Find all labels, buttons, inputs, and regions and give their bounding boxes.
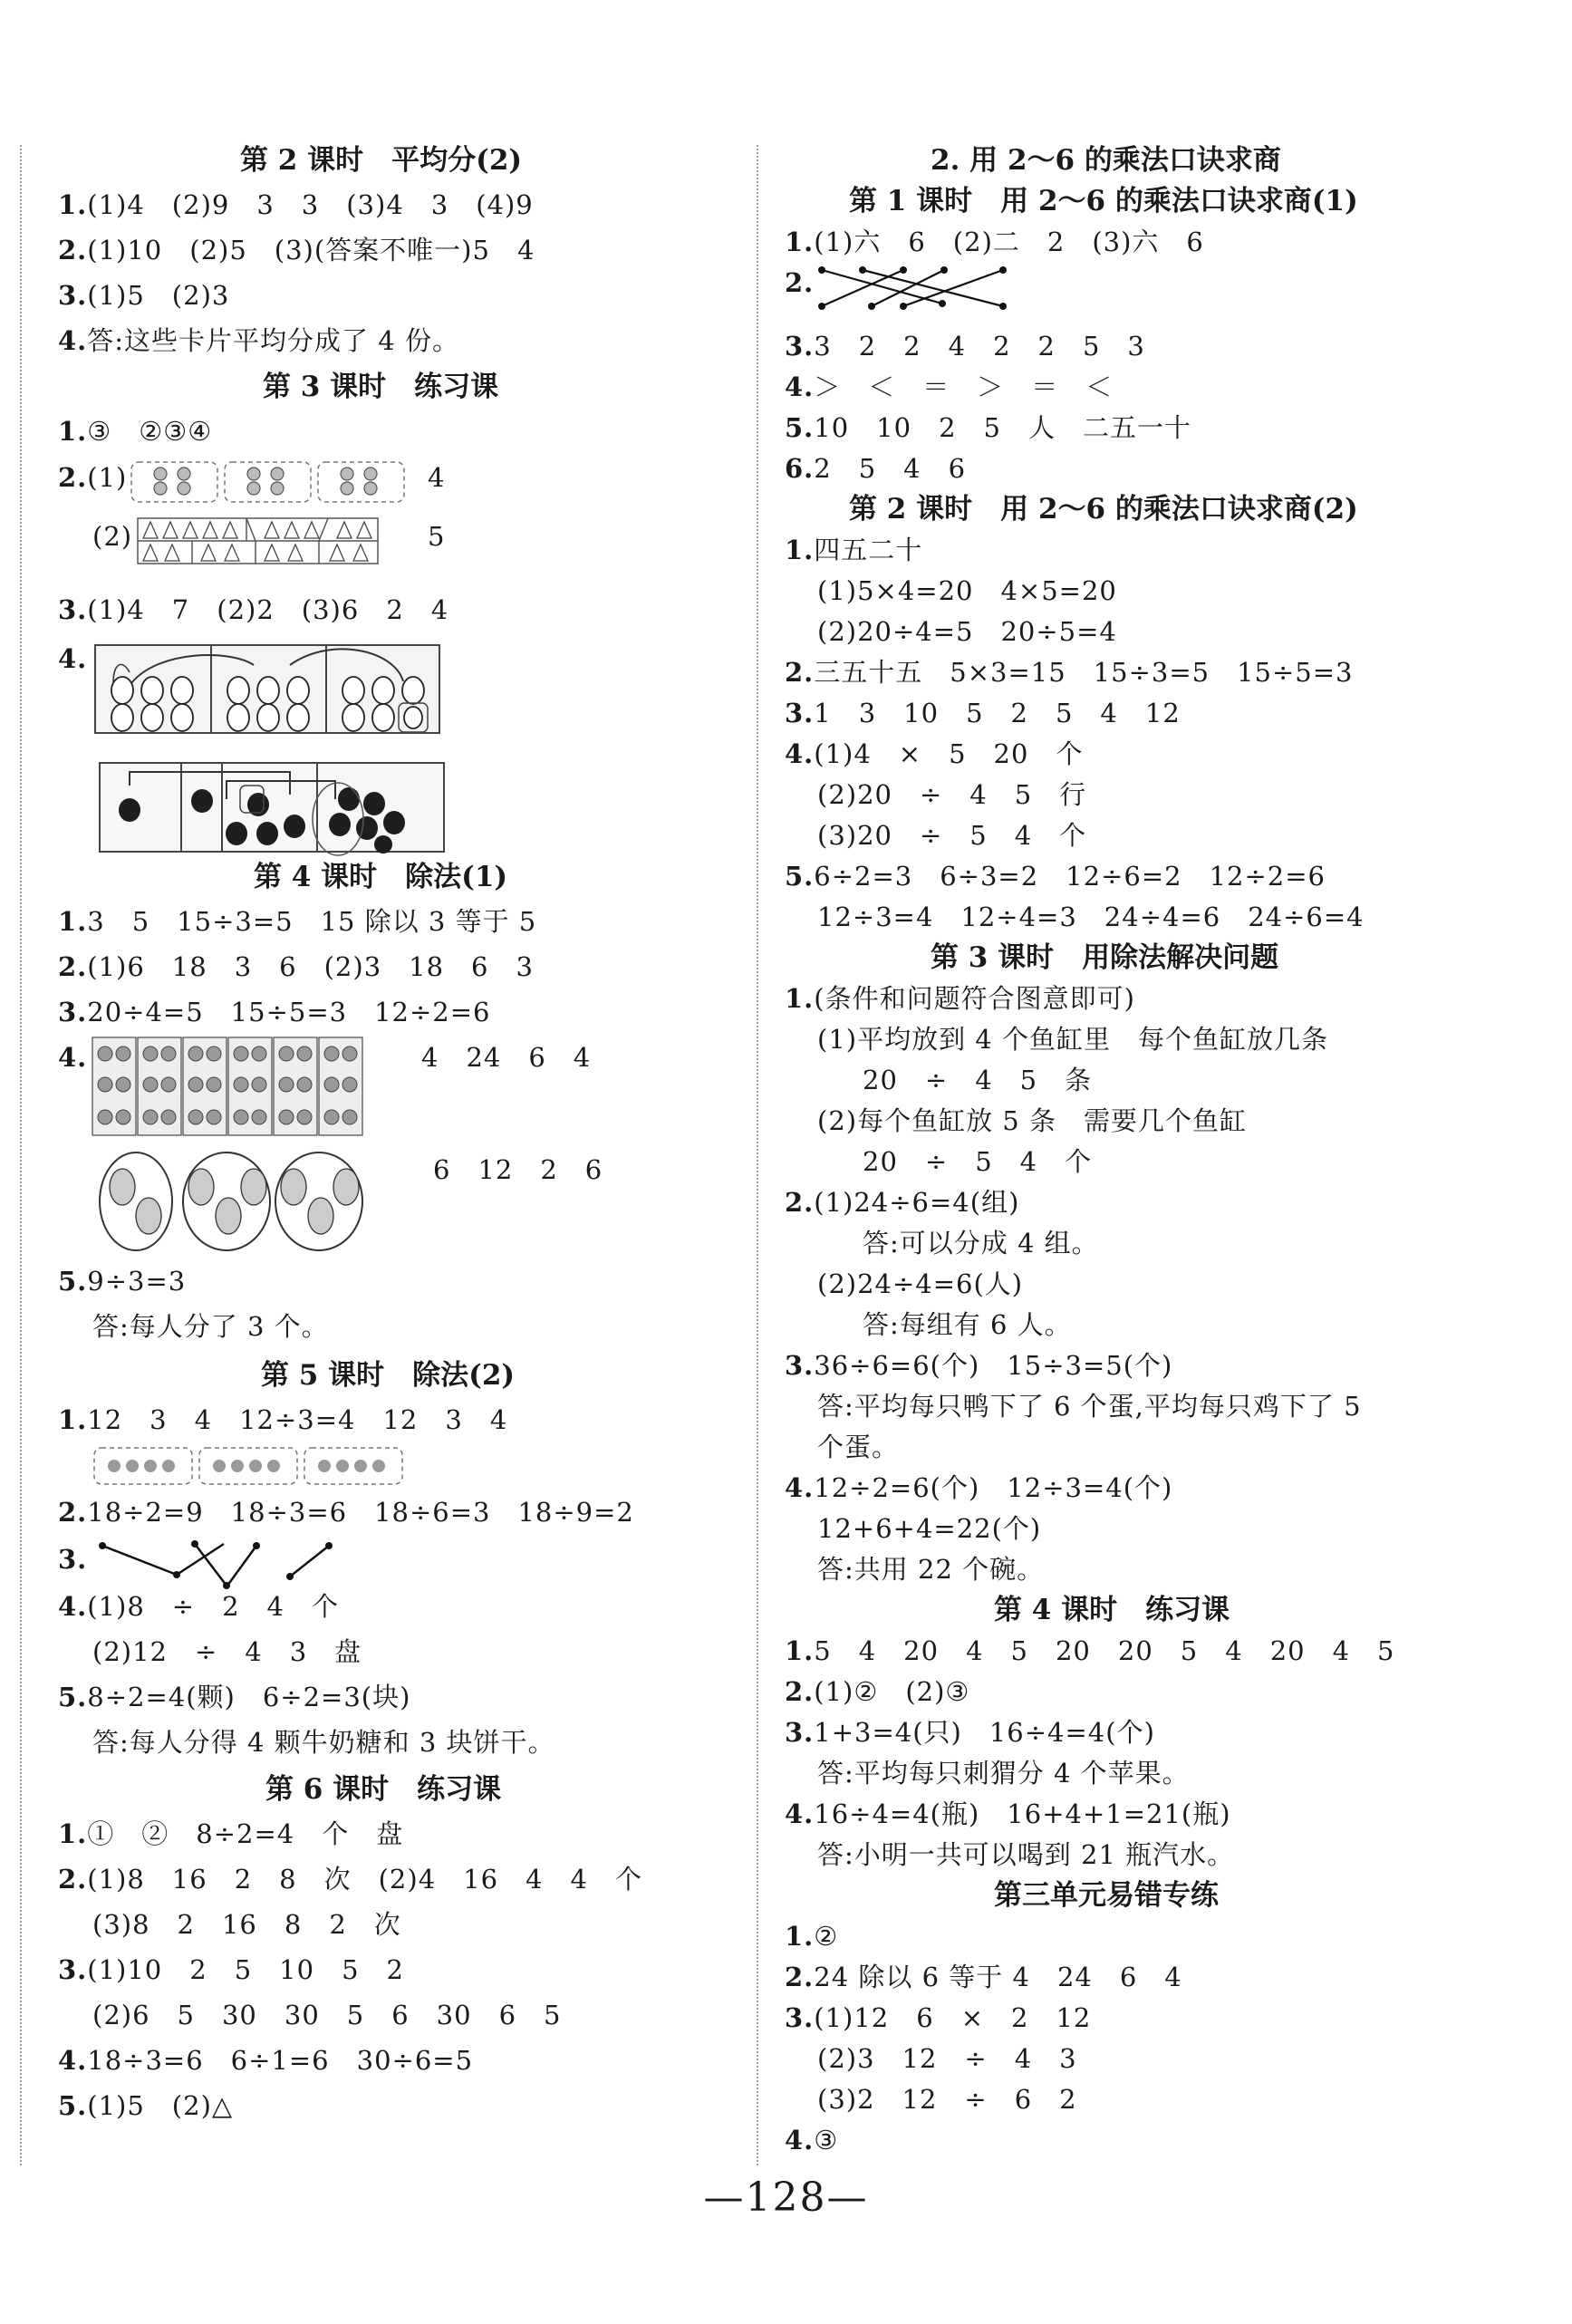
answer-text: 答:每人分得 4 颗牛奶糖和 3 块饼干。 bbox=[92, 1727, 555, 1758]
answer-line bbox=[785, 2001, 1091, 2035]
answer-text: 4 24 6 4 bbox=[421, 1042, 592, 1073]
answer-line bbox=[58, 460, 127, 495]
dot-icons bbox=[108, 1460, 385, 1472]
answer-text: 答:这些卡片平均分成了 4 份。 bbox=[87, 325, 459, 356]
answer-line bbox=[58, 1403, 507, 1437]
section-title: 第 4 课时 练习课 bbox=[994, 1594, 1230, 1626]
answer-text: (2)24÷4=6(人) bbox=[817, 1268, 1024, 1299]
answer-line bbox=[785, 1634, 1395, 1668]
item-number: 4. bbox=[58, 643, 88, 674]
answer-text: (1)10 2 5 10 5 2 bbox=[87, 1954, 404, 1985]
item-number: 3. bbox=[785, 1717, 815, 1748]
answer-text: 12÷2=6(个) 12÷3=4(个) bbox=[814, 1472, 1173, 1503]
answer-line bbox=[785, 225, 1204, 259]
answer-line bbox=[58, 323, 459, 358]
item-number: 3. bbox=[58, 1954, 88, 1985]
answer-text: (3)8 2 16 8 2 次 bbox=[92, 1909, 401, 1940]
answer-line bbox=[58, 904, 536, 939]
section-title: 第三单元易错专练 bbox=[994, 1879, 1219, 1912]
answer-line bbox=[58, 188, 534, 222]
answer-line bbox=[785, 1185, 1019, 1220]
item-number: 3. bbox=[58, 997, 88, 1027]
answer-text: (1) bbox=[87, 462, 128, 493]
column-divider bbox=[757, 145, 758, 2165]
answer-line bbox=[58, 278, 229, 313]
answer-text: (2)20 ÷ 4 5 行 bbox=[817, 779, 1087, 810]
answer-text: 12+6+4=22(个) bbox=[817, 1513, 1042, 1544]
item-number: 4. bbox=[785, 2125, 815, 2155]
answer-text: (1)6 18 3 6 (2)3 18 6 3 bbox=[87, 951, 534, 982]
item-number: 5. bbox=[58, 1682, 88, 1712]
answer-text: (1)4 × 5 20 个 bbox=[814, 738, 1084, 769]
answer-text: 答:共用 22 个碗。 bbox=[817, 1554, 1045, 1585]
answer-text: 答:平均每只刺猬分 4 个苹果。 bbox=[817, 1758, 1190, 1789]
answer-text: 四五二十 bbox=[814, 535, 923, 565]
item-number: 4. bbox=[58, 2045, 88, 2076]
answer-text: (1)5 (2)△ bbox=[87, 2090, 234, 2121]
answer-text: 12÷3=4 12÷4=3 24÷4=6 24÷6=4 bbox=[817, 902, 1365, 932]
answer-line bbox=[785, 859, 1326, 893]
answer-line bbox=[785, 737, 1083, 771]
answer-line bbox=[58, 1589, 339, 1624]
page-number: —128— bbox=[703, 2175, 869, 2221]
item-number: 1. bbox=[785, 227, 815, 257]
answer-text: (1)4 (2)9 3 3 (3)4 3 (4)9 bbox=[87, 189, 534, 220]
answer-line bbox=[785, 329, 1145, 363]
item-number: 2. bbox=[785, 1962, 815, 1992]
answer-text: 6÷2=3 6÷3=2 12÷6=2 12÷2=6 bbox=[814, 861, 1326, 892]
answer-text: 20 ÷ 4 5 条 bbox=[863, 1065, 1093, 1095]
section-title: 第 3 课时 练习课 bbox=[263, 371, 499, 403]
answer-text: 16÷4=4(瓶) 16+4+1=21(瓶) bbox=[814, 1798, 1231, 1829]
item-number: 3. bbox=[58, 1544, 88, 1575]
item-number: 4. bbox=[785, 738, 815, 769]
answer-text: 18÷2=9 18÷3=6 18÷6=3 18÷9=2 bbox=[87, 1497, 634, 1528]
leaf-grouping-diagram bbox=[95, 645, 458, 881]
matching-lines-diagram bbox=[95, 1538, 349, 1593]
answer-line bbox=[785, 370, 1113, 404]
section-title: 第 2 课时 用 2～6 的乘法口诀求商(2) bbox=[849, 493, 1358, 526]
item-number: 3. bbox=[58, 280, 88, 311]
answer-text: 5 4 20 4 5 20 20 5 4 20 4 5 bbox=[814, 1635, 1395, 1666]
item-number: 1. bbox=[785, 1635, 815, 1666]
answer-text: (1)8 ÷ 2 4 个 bbox=[87, 1591, 340, 1622]
pineapple-groups-diagram bbox=[92, 1151, 410, 1255]
item-number: 6. bbox=[785, 453, 815, 484]
answer-text: 答:平均每只鸭下了 6 个蛋,平均每只鸡下了 5 bbox=[817, 1391, 1362, 1422]
item-number: 2. bbox=[785, 657, 815, 688]
item-number: 4. bbox=[58, 1591, 88, 1622]
answer-text: (1)12 6 × 2 12 bbox=[814, 2002, 1092, 2033]
item-number: 3. bbox=[785, 698, 815, 728]
item-number: 2. bbox=[785, 1187, 815, 1218]
triangle-groups-diagram bbox=[138, 515, 410, 569]
answer-text: (1)10 (2)5 (3)(答案不唯一)5 4 bbox=[87, 235, 535, 265]
item-number: 2. bbox=[58, 462, 88, 493]
answer-text: 1 3 10 5 2 5 4 12 bbox=[814, 698, 1181, 728]
answer-text: (1)平均放到 4 个鱼缸里 每个鱼缸放几条 bbox=[817, 1024, 1328, 1055]
item-number: 3. bbox=[58, 594, 88, 625]
answer-text: (1)5×4=20 4×5=20 bbox=[817, 575, 1117, 606]
answer-text: 答:每组有 6 人。 bbox=[863, 1309, 1072, 1340]
item-number: 3. bbox=[785, 1350, 815, 1381]
item-number: 1. bbox=[58, 416, 88, 447]
figure-icons bbox=[154, 468, 377, 495]
item-number: 1. bbox=[785, 983, 815, 1014]
answer-text: (条件和问题符合图意即可) bbox=[814, 983, 1135, 1014]
answer-line bbox=[58, 1542, 87, 1577]
answer-line bbox=[785, 265, 814, 300]
answer-line bbox=[58, 593, 448, 627]
answer-line bbox=[58, 233, 535, 267]
answer-line bbox=[58, 1817, 403, 1851]
item-number: 4. bbox=[785, 1472, 815, 1503]
answer-text: (2)20÷4=5 20÷5=4 bbox=[817, 616, 1117, 647]
answer-text: ③ bbox=[814, 2125, 839, 2155]
answer-text: (1)六 6 (2)二 2 (3)六 6 bbox=[814, 227, 1204, 257]
item-number: 1. bbox=[58, 1404, 88, 1435]
answer-text: 8÷2=4(颗) 6÷2=3(块) bbox=[87, 1682, 411, 1712]
item-number: 4. bbox=[58, 1042, 88, 1073]
item-number: 5. bbox=[785, 412, 815, 443]
answer-line bbox=[785, 1960, 1182, 1994]
answer-text: 18÷3=6 6÷1=6 30÷6=5 bbox=[87, 2045, 474, 2076]
item-number: 2. bbox=[58, 1497, 88, 1528]
objects-grid-diagram bbox=[92, 1037, 400, 1137]
answer-line bbox=[785, 981, 1135, 1016]
item-number: 3. bbox=[785, 331, 815, 362]
answer-text: ① ② 8÷2=4 个 盘 bbox=[87, 1818, 404, 1849]
answer-text: ＞ ＜ ＝ ＞ ＝ ＜ bbox=[814, 371, 1114, 402]
answer-text: (3)2 12 ÷ 6 2 bbox=[817, 2084, 1077, 2115]
answer-text: (2) bbox=[92, 521, 133, 552]
answer-line bbox=[58, 1953, 404, 1987]
answer-line bbox=[785, 2123, 838, 2157]
item-number: 1. bbox=[58, 906, 88, 937]
answer-line bbox=[58, 950, 534, 984]
answer-line bbox=[785, 1471, 1172, 1505]
item-number: 1. bbox=[58, 189, 88, 220]
answer-line bbox=[785, 1919, 838, 1953]
unit-title: 2. 用 2～6 的乘法口诀求商 bbox=[931, 144, 1281, 177]
answer-text: (1)8 16 2 8 次 (2)4 16 4 4 个 bbox=[87, 1864, 642, 1895]
answer-text: (1)5 (2)3 bbox=[87, 280, 230, 311]
answer-text: 9÷3=3 bbox=[87, 1266, 187, 1297]
answer-line bbox=[58, 641, 87, 676]
pineapple-icons bbox=[110, 1169, 359, 1234]
section-title: 第 4 课时 除法(1) bbox=[254, 861, 508, 893]
answer-text: (2)6 5 30 30 5 6 30 6 5 bbox=[92, 2000, 562, 2030]
dot-groups-diagram bbox=[92, 1446, 400, 1488]
match-dots bbox=[99, 1540, 333, 1589]
item-number: 4. bbox=[785, 371, 815, 402]
answer-text: 36÷6=6(个) 15÷3=5(个) bbox=[814, 1350, 1173, 1381]
answer-text: 答:可以分成 4 组。 bbox=[863, 1228, 1099, 1258]
answer-text: 个蛋。 bbox=[817, 1432, 900, 1462]
answer-line bbox=[58, 2088, 233, 2123]
answer-text: 24 除以 6 等于 4 24 6 4 bbox=[814, 1962, 1182, 1992]
section-title: 第 1 课时 用 2～6 的乘法口诀求商(1) bbox=[849, 185, 1358, 217]
item-number: 1. bbox=[785, 1921, 815, 1952]
answer-line bbox=[785, 1348, 1172, 1383]
answer-text: (1)② (2)③ bbox=[814, 1676, 970, 1707]
dashed-group bbox=[131, 462, 404, 502]
answer-line bbox=[58, 1040, 87, 1075]
answer-line bbox=[785, 1797, 1231, 1831]
answer-text: 5 bbox=[428, 521, 446, 552]
item-number: 2. bbox=[58, 235, 88, 265]
item-number: 1. bbox=[785, 535, 815, 565]
answer-line bbox=[785, 533, 922, 567]
object-icons bbox=[98, 1046, 357, 1124]
answer-text: 3 5 15÷3=5 15 除以 3 等于 5 bbox=[87, 906, 537, 937]
answer-line bbox=[58, 2043, 473, 2078]
answer-text: 1+3=4(只) 16÷4=4(个) bbox=[814, 1717, 1155, 1748]
answer-line bbox=[58, 1680, 410, 1714]
item-number: 5. bbox=[785, 861, 815, 892]
answer-line bbox=[785, 1715, 1155, 1750]
answer-text: (1)24÷6=4(组) bbox=[814, 1187, 1020, 1218]
answer-line bbox=[58, 1495, 634, 1529]
item-number: 3. bbox=[785, 2002, 815, 2033]
answer-text: 20÷4=5 15÷5=3 12÷2=6 bbox=[87, 997, 491, 1027]
answer-text: ③ ②③④ bbox=[87, 416, 213, 447]
item-number: 2. bbox=[785, 1676, 815, 1707]
answer-text: 答:每人分了 3 个。 bbox=[92, 1311, 329, 1342]
item-number: 4. bbox=[58, 325, 88, 356]
matching-lines-diagram bbox=[817, 263, 1035, 317]
section-title: 第 3 课时 用除法解决问题 bbox=[931, 941, 1279, 974]
answer-line bbox=[785, 451, 966, 486]
item-number: 1. bbox=[58, 1818, 88, 1849]
item-number: 5. bbox=[58, 1266, 88, 1297]
answer-text: 三五十五 5×3=15 15÷3=5 15÷5=3 bbox=[814, 657, 1354, 688]
item-number: 2. bbox=[58, 1864, 88, 1895]
answer-line bbox=[58, 1264, 186, 1298]
item-number: 4. bbox=[785, 1798, 815, 1829]
answer-line bbox=[785, 410, 1191, 445]
item-number: 2. bbox=[58, 951, 88, 982]
answer-text: 2 5 4 6 bbox=[814, 453, 967, 484]
answer-text: 10 10 2 5 人 二五一十 bbox=[814, 412, 1191, 443]
section-title: 第 6 课时 练习课 bbox=[265, 1773, 502, 1806]
answer-line bbox=[58, 414, 212, 448]
answer-line bbox=[785, 655, 1353, 689]
answer-text: (2)3 12 ÷ 4 3 bbox=[817, 2043, 1077, 2074]
answer-text: 20 ÷ 5 4 个 bbox=[863, 1146, 1093, 1177]
figure-groups-diagram bbox=[131, 460, 412, 506]
answer-line bbox=[785, 696, 1181, 730]
item-number: 5. bbox=[58, 2090, 88, 2121]
answer-text: (2)每个鱼缸放 5 条 需要几个鱼缸 bbox=[817, 1105, 1247, 1136]
section-title: 第 2 课时 平均分(2) bbox=[240, 144, 523, 177]
answer-text: 3 2 2 4 2 2 5 3 bbox=[814, 331, 1145, 362]
answer-text: (3)20 ÷ 5 4 个 bbox=[817, 820, 1087, 851]
answer-line bbox=[58, 1862, 642, 1896]
answer-line bbox=[58, 995, 490, 1029]
answer-text: 4 bbox=[428, 462, 446, 493]
answer-text: (1)4 7 (2)2 (3)6 2 4 bbox=[87, 594, 449, 625]
left-margin-rule bbox=[20, 145, 22, 2165]
item-number: 2. bbox=[785, 267, 815, 298]
answer-text: 答:小明一共可以喝到 21 瓶汽水。 bbox=[817, 1839, 1235, 1870]
answer-text: (2)12 ÷ 4 3 盘 bbox=[92, 1636, 362, 1667]
answer-line bbox=[785, 1674, 969, 1709]
answer-text: ② bbox=[814, 1921, 839, 1952]
section-title: 第 5 课时 除法(2) bbox=[261, 1359, 516, 1392]
answer-text: 12 3 4 12÷3=4 12 3 4 bbox=[87, 1404, 508, 1435]
answer-text: 6 12 2 6 bbox=[433, 1154, 603, 1185]
